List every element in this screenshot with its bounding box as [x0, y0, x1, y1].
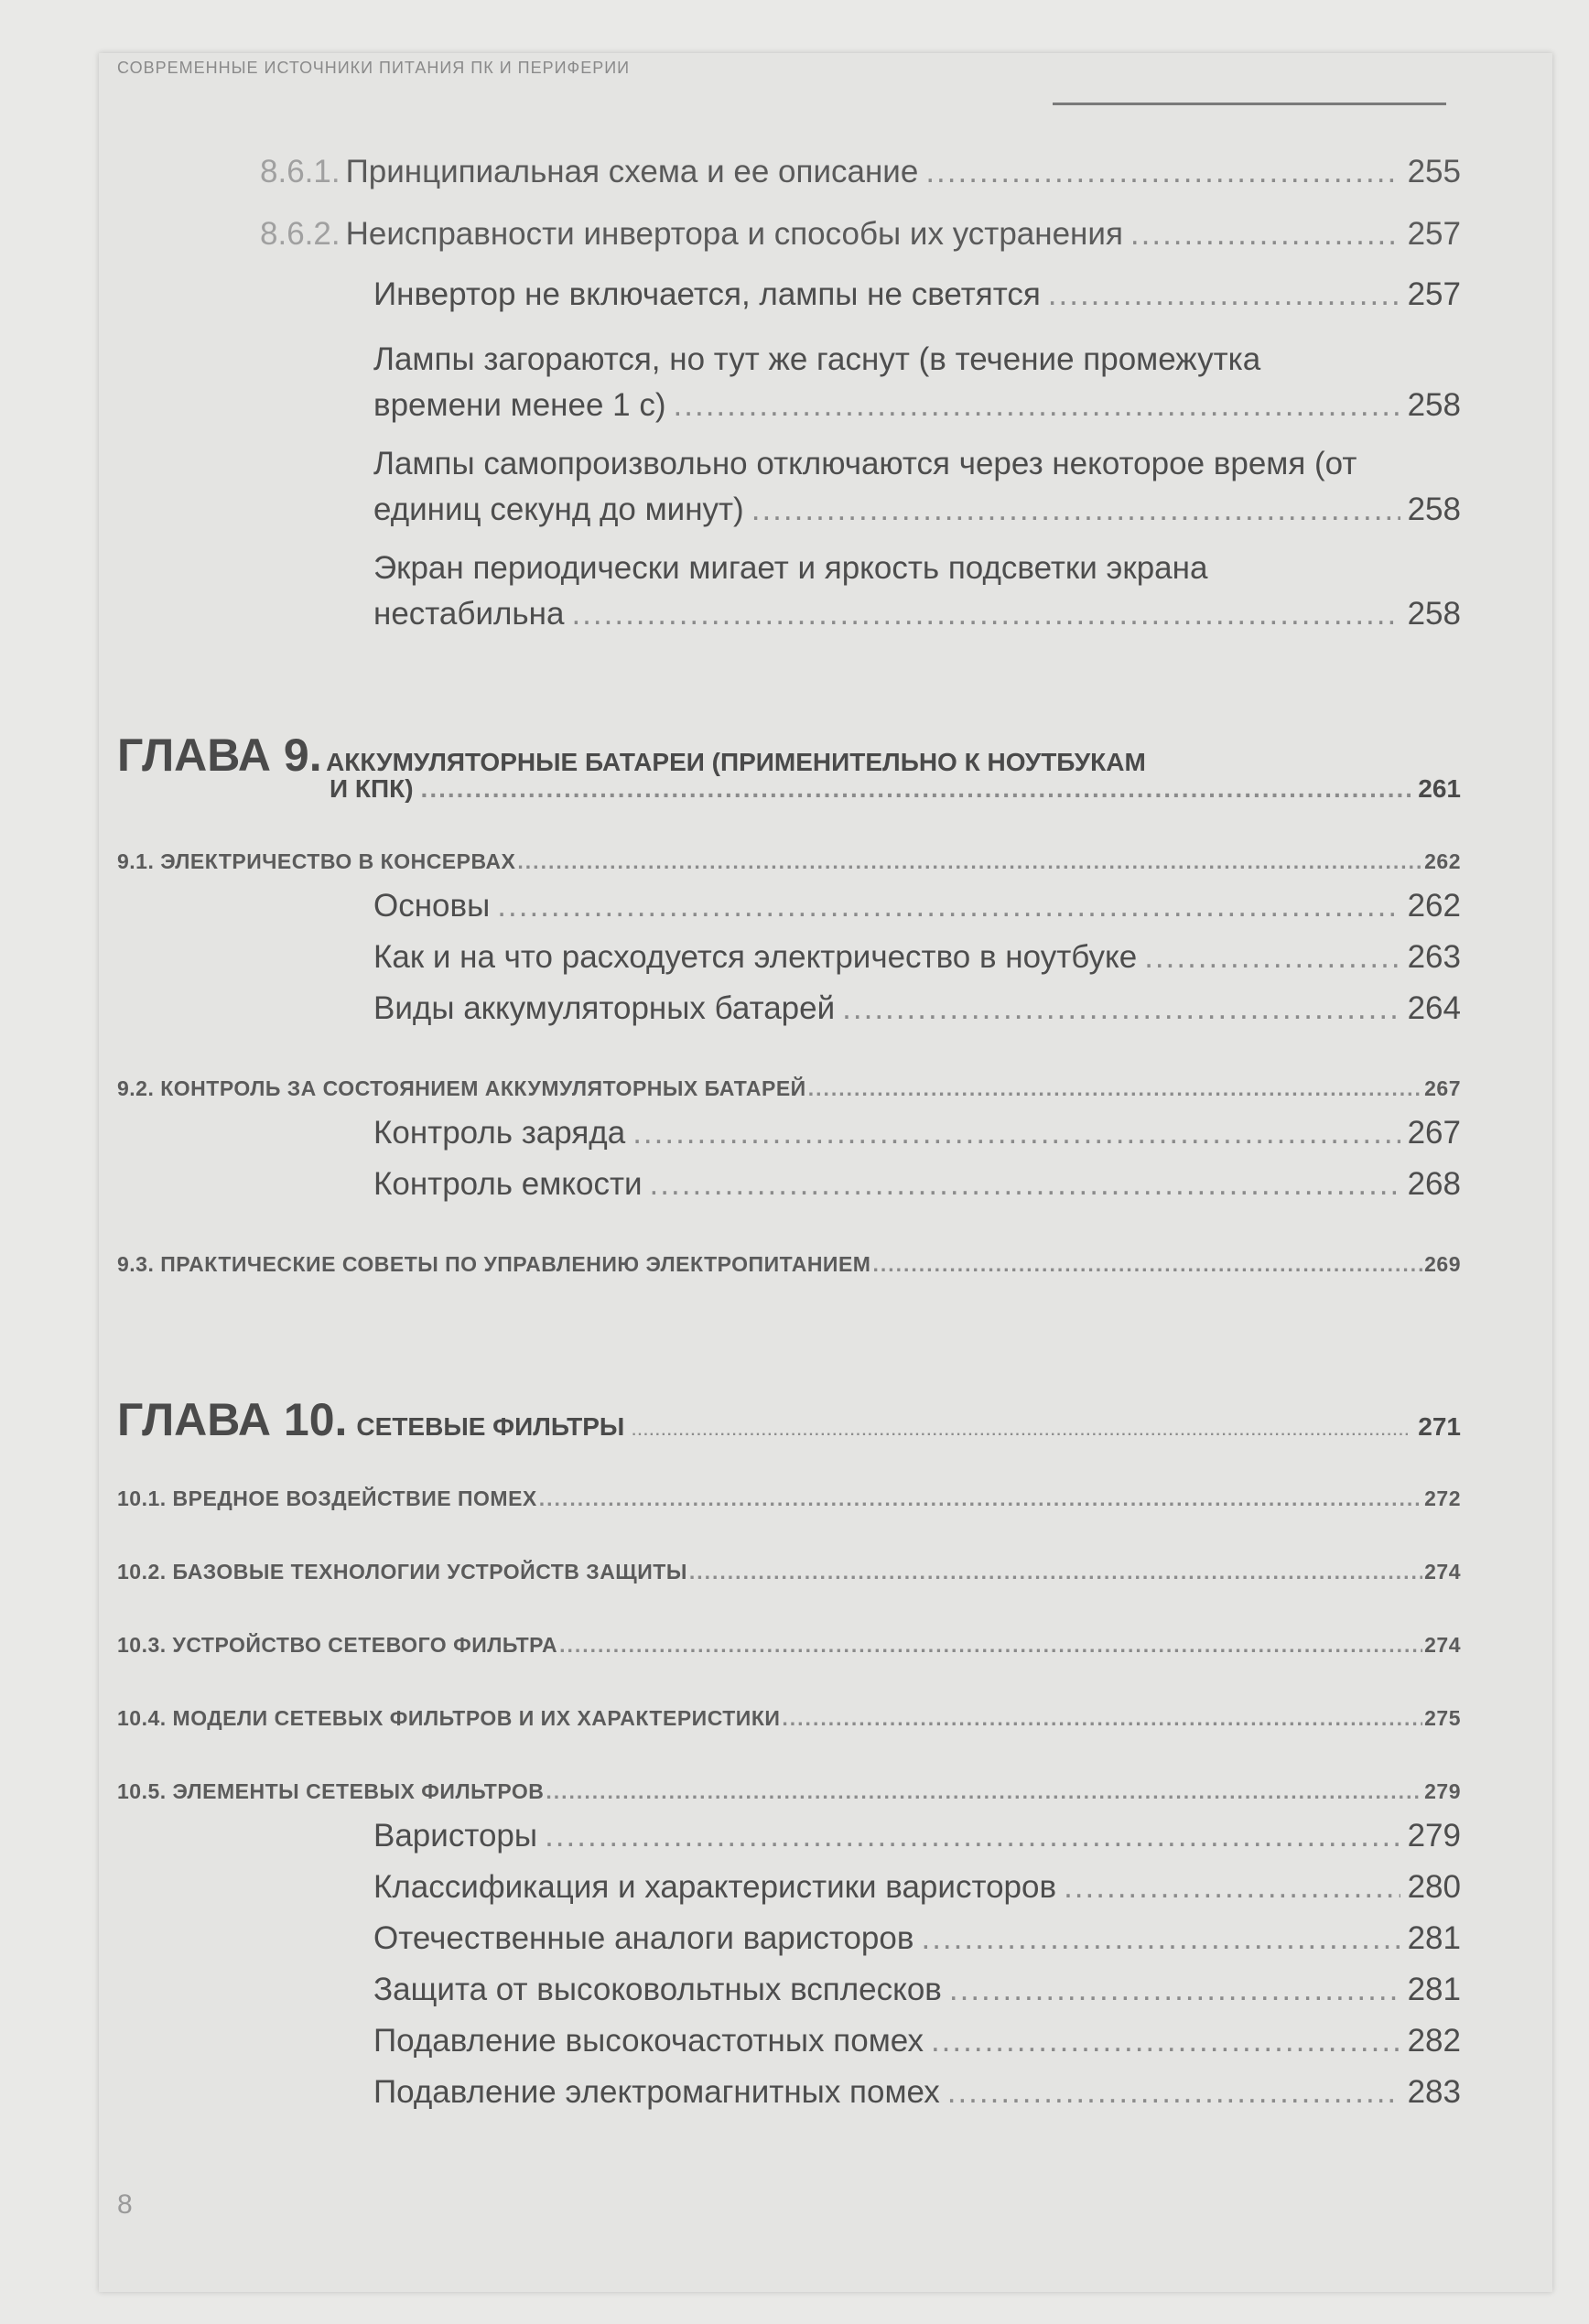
toc-section-9-1[interactable] — [117, 849, 1461, 874]
dot-leader — [497, 888, 1400, 924]
toc-entry[interactable] — [373, 888, 1461, 924]
section-number: 8.6.2. — [260, 216, 340, 252]
page-number: 283 — [1407, 2074, 1461, 2110]
page-number: 261 — [1418, 774, 1461, 803]
page-number: 263 — [1407, 939, 1461, 975]
section-title: 10.4. МОДЕЛИ СЕТЕВЫХ ФИЛЬТРОВ И ИХ ХАРАКТЕРИСТИКИ — [117, 1706, 781, 1730]
page-number: 262 — [1424, 849, 1461, 873]
toc-entry[interactable] — [373, 990, 1461, 1027]
toc-entry[interactable] — [373, 1972, 1461, 2008]
dot-leader — [421, 774, 1411, 804]
entry-title: Виды аккумуляторных батарей — [373, 990, 836, 1026]
page-number: 272 — [1424, 1486, 1461, 1510]
chapter-label: ГЛАВА 9. — [117, 730, 322, 781]
page-number: 274 — [1424, 1633, 1461, 1657]
page-number: 281 — [1407, 1920, 1461, 1956]
dot-leader — [931, 2023, 1400, 2059]
chapter-title-line2: И КПК) — [330, 774, 414, 803]
dot-leader — [751, 487, 1400, 533]
toc-section-10-2[interactable] — [117, 1560, 1461, 1584]
toc-section-10-1[interactable] — [117, 1486, 1461, 1511]
entry-title: Контроль емкости — [373, 1166, 643, 1202]
entry-title: Подавление электромагнитных помех — [373, 2074, 940, 2110]
page-number: 271 — [1418, 1412, 1461, 1441]
toc-entry-8-6-1[interactable] — [260, 154, 1461, 190]
entry-title-line1: Лампы загораются, но тут же гаснут (в течение промежутка — [373, 341, 1261, 377]
page-number: 258 — [1407, 387, 1461, 423]
page-number: 279 — [1407, 1818, 1461, 1854]
header-rule — [1053, 103, 1446, 105]
dot-leader — [1064, 1869, 1400, 1906]
page-number: 257 — [1407, 216, 1461, 252]
dot-leader — [559, 1633, 1422, 1658]
dot-leader — [1048, 276, 1400, 313]
dot-leader — [674, 383, 1400, 428]
toc-section-10-4[interactable] — [117, 1706, 1461, 1731]
dot-leader — [925, 154, 1400, 190]
chapter-title: СЕТЕВЫЕ ФИЛЬТРЫ — [356, 1412, 625, 1441]
dot-leader — [545, 1818, 1400, 1854]
toc-entry[interactable] — [373, 1869, 1461, 1906]
page-number: 282 — [1407, 2023, 1461, 2059]
section-title: 9.1. ЭЛЕКТРИЧЕСТВО В КОНСЕРВАХ — [117, 849, 516, 873]
dot-leader — [1144, 939, 1400, 976]
dot-leader — [517, 849, 1422, 874]
page-number: 275 — [1424, 1706, 1461, 1730]
chapter-label: ГЛАВА 10. — [117, 1394, 348, 1445]
entry-title-line2: единиц секунд до минут) — [373, 492, 744, 527]
entry-title: Отечественные аналоги варисторов — [373, 1920, 914, 1956]
section-title: 10.5. ЭЛЕМЕНТЫ СЕТЕВЫХ ФИЛЬТРОВ — [117, 1779, 545, 1803]
page-number: 281 — [1407, 1972, 1461, 2007]
section-number: 8.6.1. — [260, 154, 340, 189]
toc-section-10-5[interactable] — [117, 1779, 1461, 1804]
entry-title-line1: Экран периодически мигает и яркость подсветки экрана — [373, 550, 1208, 586]
toc-entry[interactable] — [373, 276, 1461, 313]
dot-leader — [632, 1423, 1411, 1440]
dot-leader — [872, 1252, 1422, 1277]
page-number: 269 — [1424, 1252, 1461, 1276]
entry-title: Как и на что расходуется электричество в ноутбуке — [373, 939, 1138, 975]
page-number: 268 — [1407, 1166, 1461, 1202]
entry-title-line2: нестабильна — [373, 596, 565, 632]
toc-entry[interactable] — [373, 1166, 1461, 1203]
entry-title-line1: Лампы самопроизвольно отключаются через некоторое время (от — [373, 446, 1357, 481]
toc-entry[interactable] — [373, 939, 1461, 976]
footer-page-number: 8 — [117, 2189, 133, 2220]
page-number: 279 — [1424, 1779, 1461, 1803]
chapter-title: АККУМУЛЯТОРНЫЕ БАТАРЕИ (ПРИМЕНИТЕЛЬНО К НОУТБУКАМ — [326, 748, 1146, 776]
toc-entry[interactable] — [373, 2023, 1461, 2059]
toc-section-9-2[interactable] — [117, 1076, 1461, 1101]
page-number: 267 — [1424, 1076, 1461, 1100]
page-number: 258 — [1407, 596, 1461, 632]
entry-title: Инвертор не включается, лампы не светятся — [373, 276, 1041, 312]
page-number: 258 — [1407, 492, 1461, 527]
toc-section-9-3[interactable] — [117, 1252, 1461, 1277]
dot-leader — [650, 1166, 1400, 1203]
entry-title: Неисправности инвертора и способы их устранения — [345, 216, 1123, 252]
chapter-9-heading-cont[interactable] — [330, 774, 1461, 804]
toc-entry[interactable] — [373, 337, 1461, 428]
page-number: 274 — [1424, 1560, 1461, 1584]
toc-entry-8-6-2[interactable] — [260, 216, 1461, 253]
dot-leader — [782, 1706, 1422, 1731]
dot-leader — [947, 2074, 1400, 2111]
toc-entry[interactable] — [373, 1115, 1461, 1151]
dot-leader — [921, 1920, 1400, 1957]
entry-title: Варисторы — [373, 1818, 538, 1854]
toc-entry[interactable] — [373, 2074, 1461, 2111]
section-title: 9.2. КОНТРОЛЬ ЗА СОСТОЯНИЕМ АККУМУЛЯТОРНЫХ БАТАРЕЙ — [117, 1076, 806, 1100]
section-title: 10.3. УСТРОЙСТВО СЕТЕВОГО ФИЛЬТРА — [117, 1633, 558, 1657]
dot-leader — [632, 1115, 1400, 1151]
dot-leader — [1130, 216, 1400, 253]
entry-title: Принципиальная схема и ее описание — [345, 154, 919, 189]
page-number: 264 — [1407, 990, 1461, 1026]
page-number: 255 — [1407, 154, 1461, 189]
section-title: 9.3. ПРАКТИЧЕСКИЕ СОВЕТЫ ПО УПРАВЛЕНИЮ ЭЛЕКТРОПИТАНИЕМ — [117, 1252, 871, 1276]
page-number: 267 — [1407, 1115, 1461, 1151]
entry-title-line2: времени менее 1 с) — [373, 387, 666, 423]
page-number: 262 — [1407, 888, 1461, 924]
dot-leader — [571, 591, 1400, 637]
toc-entry[interactable] — [373, 1818, 1461, 1854]
dot-leader — [546, 1779, 1422, 1804]
running-header: СОВРЕМЕННЫЕ ИСТОЧНИКИ ПИТАНИЯ ПК И ПЕРИФЕРИИ — [117, 59, 631, 77]
dot-leader — [842, 990, 1400, 1027]
section-title: 10.1. ВРЕДНОЕ ВОЗДЕЙСТВИЕ ПОМЕХ — [117, 1486, 537, 1510]
entry-title: Классификация и характеристики варисторов — [373, 1869, 1057, 1905]
dot-leader — [689, 1560, 1422, 1584]
chapter-10-heading[interactable] — [117, 1393, 1461, 1446]
toc-entry[interactable] — [373, 441, 1461, 533]
entry-title: Контроль заряда — [373, 1115, 626, 1151]
entry-title: Подавление высокочастотных помех — [373, 2023, 924, 2059]
toc-section-10-3[interactable] — [117, 1633, 1461, 1658]
dot-leader — [808, 1076, 1422, 1101]
dot-leader — [539, 1486, 1422, 1511]
section-title: 10.2. БАЗОВЫЕ ТЕХНОЛОГИИ УСТРОЙСТВ ЗАЩИТЫ — [117, 1560, 687, 1584]
entry-title: Защита от высоковольтных всплесков — [373, 1972, 942, 2007]
toc-entry[interactable] — [373, 546, 1461, 637]
dot-leader — [949, 1972, 1400, 2008]
toc-entry[interactable] — [373, 1920, 1461, 1957]
page-number: 280 — [1407, 1869, 1461, 1905]
page-number: 257 — [1407, 276, 1461, 312]
entry-title: Основы — [373, 888, 491, 924]
